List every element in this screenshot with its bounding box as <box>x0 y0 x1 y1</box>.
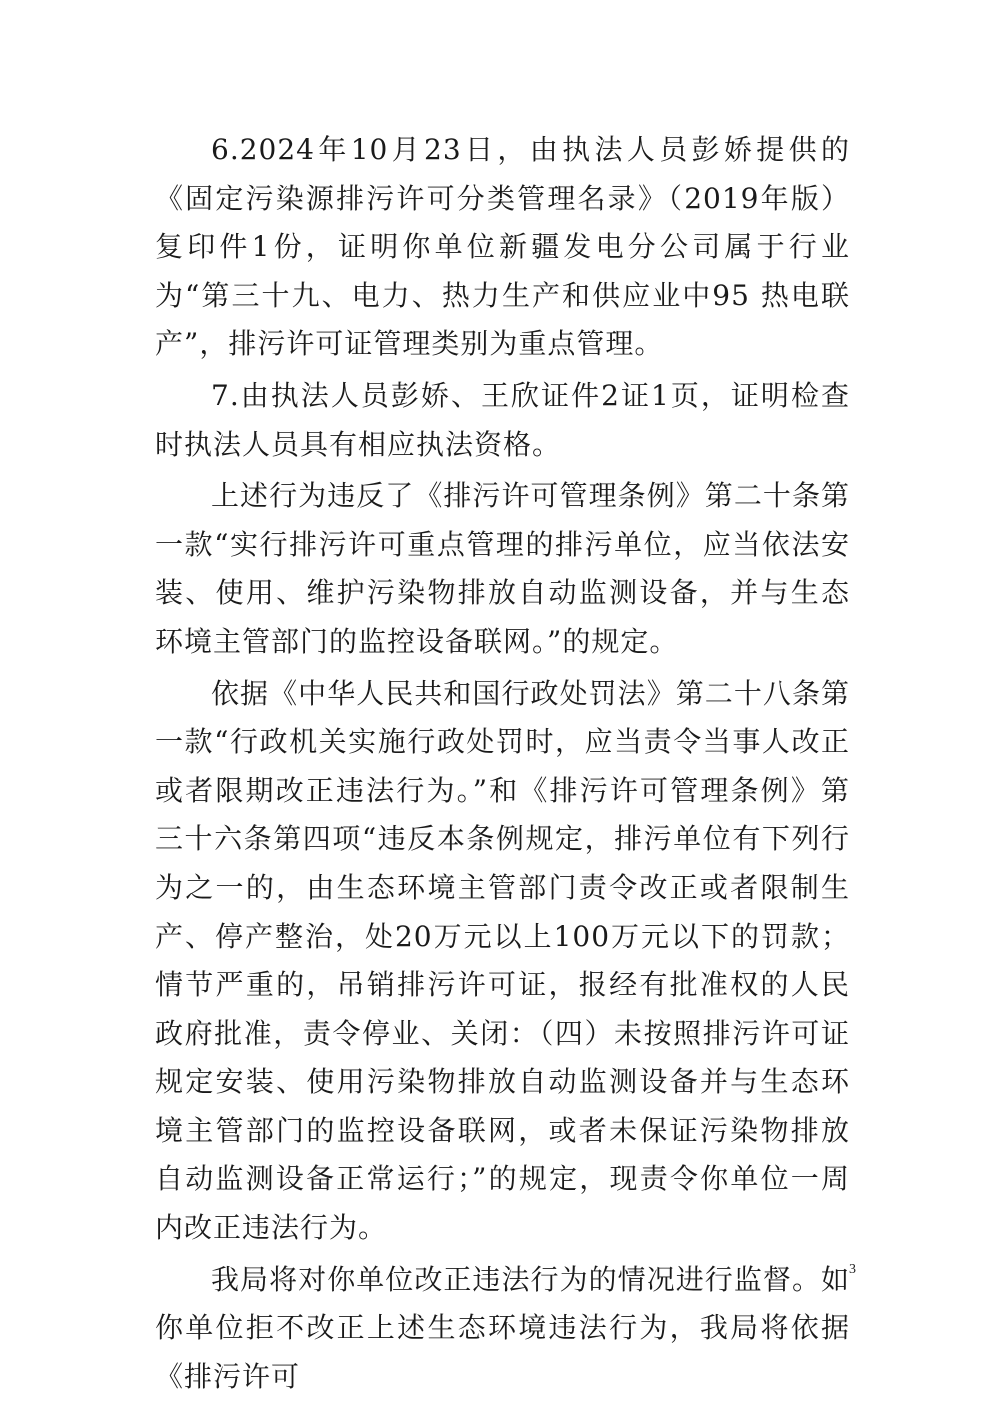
paragraph-evidence-6: 6.2024年10月23日，由执法人员彭娇提供的《固定污染源排污许可分类管理名录》（2019年版）复印件1份，证明你单位新疆发电分公司属于行业为“第三十九、电力、热力生产和供应业中95 热电联产”，排污许可证管理类别为重点管理。 <box>155 133 850 361</box>
paragraph-evidence-7: 7.由执法人员彭娇、王欣证件2证1页，证明检查时执法人员具有相应执法资格。 <box>155 378 850 461</box>
paragraph-legal-basis: 依据《中华人民共和国行政处罚法》第二十八条第一款“行政机关实施行政处罚时，应当责令当事人改正或者限期改正违法行为。”和《排污许可管理条例》第三十六条第四项“违反本条例规定，排污单位有下列行为之一的，由生态环境主管部门责令改正或者限制生产、停产整治，处20万元以上100万元以下的罚款；情节严重的，吊销排污许可证，报经有批准权的人民政府批准，责令停业、关闭：（四）未按照排污许可证规定安装、使用污染物排放自动监测设备并与生态环境主管部门的监控设备联网，或者未保证污染物排放自动监测设备正常运行；”的规定，现责令你单位一周内改正违法行为。 <box>155 676 850 1245</box>
paragraph-violation: 上述行为违反了《排污许可管理条例》第二十条第一款“实行排污许可重点管理的排污单位，应当依法安装、使用、维护污染物排放自动监测设备，并与生态环境主管部门的监控设备联网。”的规定。 <box>155 479 850 658</box>
document-body <box>155 126 850 1404</box>
paragraph-supervision: 我局将对你单位改正违法行为的情况进行监督。如你单位拒不改正上述生态环境违法行为，我局将依据《排污许可 <box>155 1262 850 1393</box>
page-number: 3 <box>849 1262 856 1277</box>
